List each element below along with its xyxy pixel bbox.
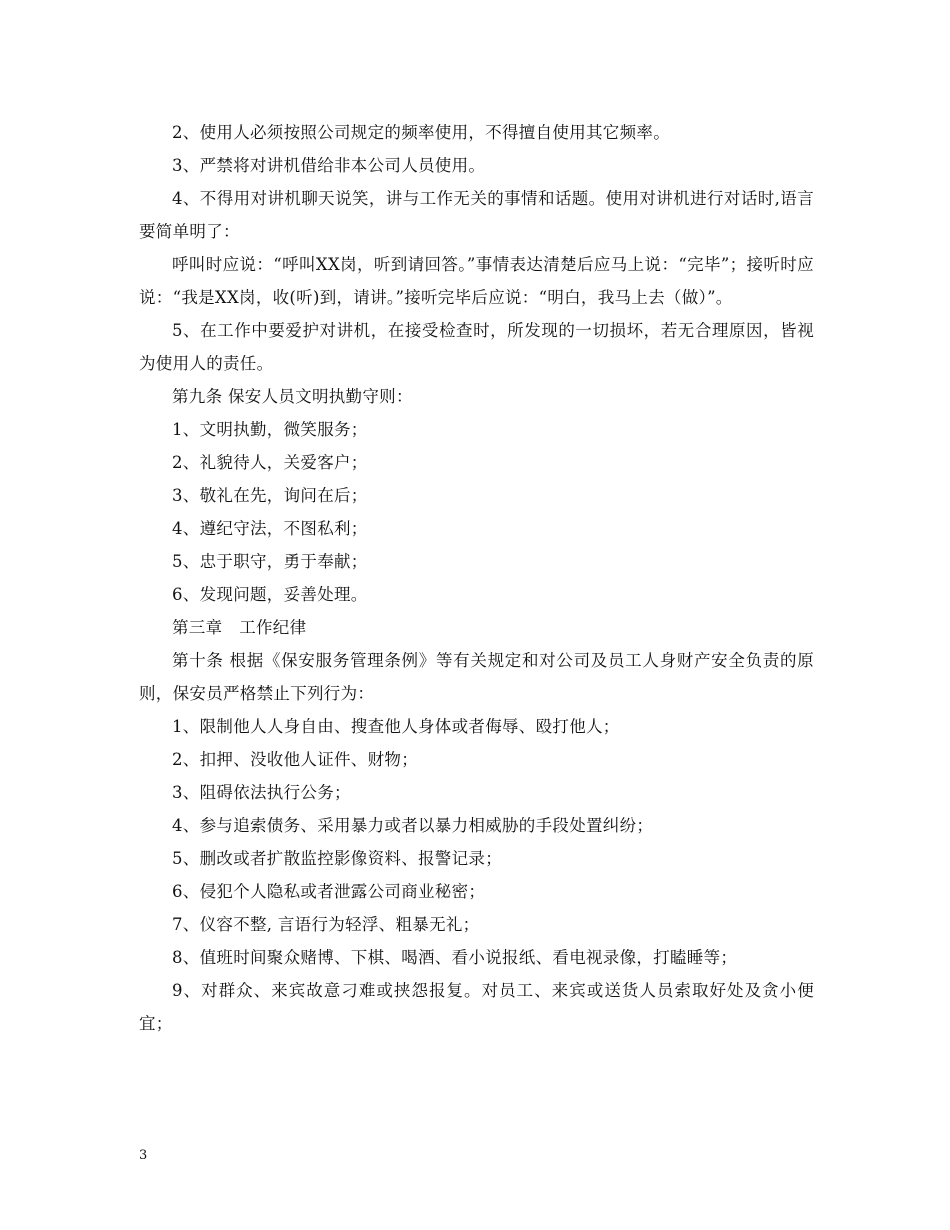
list-item: 3、阻碍依法执行公务； bbox=[172, 783, 351, 802]
list-item: 4、遵纪守法，不图私利； bbox=[172, 519, 368, 538]
document-body bbox=[139, 116, 814, 1040]
chapter-heading: 第三章 工作纪律 bbox=[172, 618, 307, 637]
list-item: 9、对群众、来宾故意刁难或挟怨报复。对员工、来宾或送货人员索取好处及贪小便宜； bbox=[139, 981, 814, 1033]
paragraph: 5、在工作中要爱护对讲机，在接受检查时，所发现的一切损坏，若无合理原因，皆视为使用人的责任。 bbox=[139, 321, 814, 373]
list-item: 2、礼貌待人，关爱客户； bbox=[172, 453, 368, 472]
list-item: 2、扣押、没收他人证件、财物； bbox=[172, 750, 418, 769]
paragraph: 4、不得用对讲机聊天说笑，讲与工作无关的事情和话题。使用对讲机进行对话时,语言要简单明了： bbox=[139, 189, 814, 241]
list-item: 8、值班时间聚众赌博、下棋、喝酒、看小说报纸、看电视录像，打瞌睡等； bbox=[172, 948, 738, 967]
page-number: 3 bbox=[139, 1148, 148, 1163]
list-item: 4、参与追索债务、采用暴力或者以暴力相威胁的手段处置纠纷； bbox=[172, 816, 654, 835]
paragraph: 呼叫时应说：“呼叫XX岗，听到请回答。”事情表达清楚后应马上说：“完毕”；接听时应说：“我是XX岗，收(听)到，请讲。”接听完毕后应说：“明白，我马上去（做）”。 bbox=[139, 255, 814, 307]
article-heading: 第十条 根据《保安服务管理条例》等有关规定和对公司及员工人身财产安全负责的原则，保安员严格禁止下列行为： bbox=[139, 651, 814, 703]
list-item: 5、删改或者扩散监控影像资料、报警记录； bbox=[172, 849, 502, 868]
list-item: 1、限制他人人身自由、搜查他人身体或者侮辱、殴打他人； bbox=[172, 717, 620, 736]
paragraph: 3、严禁将对讲机借给非本公司人员使用。 bbox=[172, 156, 486, 175]
paragraph: 2、使用人必须按照公司规定的频率使用，不得擅自使用其它频率。 bbox=[172, 123, 670, 142]
article-heading: 第九条 保安人员文明执勤守则： bbox=[172, 387, 413, 406]
list-item: 6、发现问题，妥善处理。 bbox=[172, 585, 368, 604]
list-item: 5、忠于职守，勇于奉献； bbox=[172, 552, 368, 571]
list-item: 6、侵犯个人隐私或者泄露公司商业秘密； bbox=[172, 882, 486, 901]
list-item: 3、敬礼在先，询问在后； bbox=[172, 486, 368, 505]
list-item: 1、文明执勤，微笑服务； bbox=[172, 420, 368, 439]
list-item: 7、仪容不整, 言语行为轻浮、粗暴无礼； bbox=[172, 915, 480, 934]
